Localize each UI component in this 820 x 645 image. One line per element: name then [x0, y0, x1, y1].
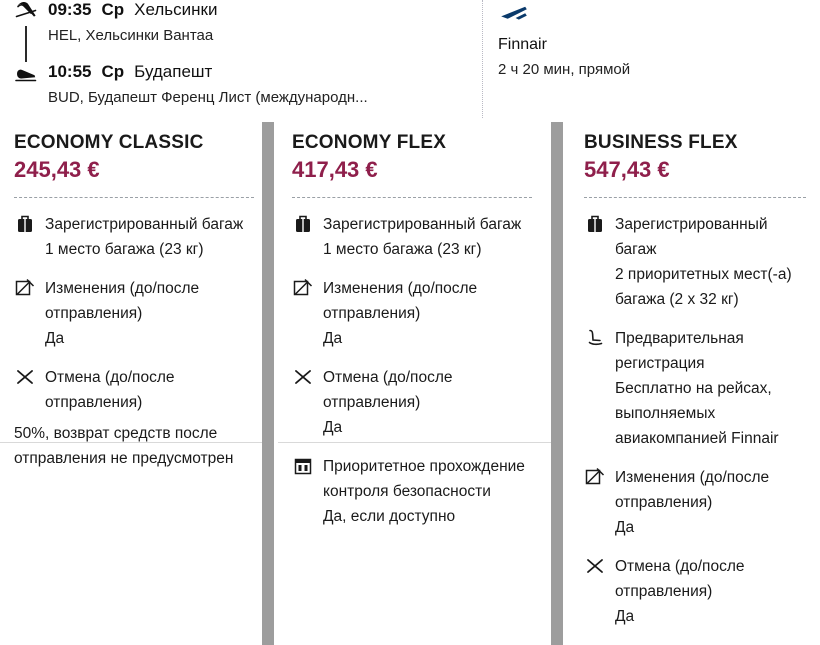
seat-icon — [584, 327, 606, 349]
fare-price: 245,43 € — [14, 157, 100, 182]
departure-leg — [0, 0, 480, 52]
cancel-icon — [292, 366, 314, 388]
fare-feature-label: Предварительная регистрация — [615, 330, 744, 372]
fare-feature-label: Приоритетное прохождение контроля безопасности — [323, 458, 525, 500]
fare-feature-value: 1 место багажа (23 кг) — [45, 241, 204, 258]
header-divider — [482, 0, 483, 118]
departure-city: Хельсинки — [134, 0, 218, 19]
fare-feature-value: Да — [615, 608, 635, 625]
arrival-time: 10:55 — [48, 62, 92, 81]
fare-feature-value: 1 место багажа (23 кг) — [323, 241, 482, 258]
arrival-city: Будапешт — [134, 62, 213, 81]
fare-feature-label: Отмена (до/после отправления) — [615, 558, 745, 600]
fare-feature-seat-selection — [584, 326, 806, 451]
fare-feature-value: 2 приоритетных мест(-а) багажа (2 x 32 кг) — [615, 266, 792, 308]
fare-columns — [0, 122, 820, 645]
fare-feature-label: Изменения (до/после отправления) — [615, 469, 770, 511]
priority-security-icon — [292, 455, 314, 477]
change-ticket-icon — [584, 466, 606, 488]
fare-feature-cancel — [292, 365, 532, 440]
fare-card-economy-classic[interactable] — [0, 122, 268, 471]
baggage-icon — [584, 213, 606, 235]
fare-feature-value: Да — [323, 330, 343, 347]
fare-separator — [584, 197, 806, 198]
change-ticket-icon — [292, 277, 314, 299]
fare-title: ECONOMY CLASSIC — [14, 132, 204, 153]
fare-feature-label: Изменения (до/после отправления) — [323, 280, 478, 322]
fare-feature-label: Зарегистрированный багаж — [323, 216, 522, 233]
fare-price: 417,43 € — [292, 157, 378, 182]
fare-feature-value: Бесплатно на рейсах, выполняемых авиакомпанией Finnair — [615, 380, 779, 447]
fare-row-divider — [0, 442, 262, 443]
fare-feature-priority-security — [292, 454, 532, 529]
fare-row-divider — [278, 442, 551, 443]
airline-info — [498, 0, 818, 83]
cancel-icon — [584, 555, 606, 577]
fare-feature-label: Зарегистрированный багаж — [45, 216, 244, 233]
finnair-logo-icon — [498, 0, 818, 30]
leg-connector — [25, 26, 27, 62]
fare-feature-value: 50%, возврат средств после отправления не предусмотрен — [14, 425, 234, 467]
cancel-icon — [14, 366, 36, 388]
plane-departure-icon — [14, 1, 38, 23]
plane-arrival-icon — [14, 63, 38, 85]
departure-time: 09:35 — [48, 0, 92, 19]
fare-feature-baggage — [584, 212, 806, 312]
fare-feature-value: Да — [323, 419, 343, 436]
departure-airport: HEL, Хельсинки Вантаа — [48, 27, 214, 44]
fare-feature-value: Да, если доступно — [323, 508, 456, 525]
fare-feature-label: Зарегистрированный багаж — [615, 216, 768, 258]
fare-feature-value: Да — [45, 330, 65, 347]
fare-feature-changes — [292, 276, 532, 351]
fare-separator — [292, 197, 532, 198]
fare-feature-value: Да — [615, 519, 635, 536]
baggage-icon — [292, 213, 314, 235]
fare-feature-changes — [14, 276, 254, 351]
fare-price: 547,43 € — [584, 157, 670, 182]
fare-feature-cancel — [14, 365, 254, 471]
arrival-airport: BUD, Будапешт Ференц Лист (международн... — [48, 89, 368, 106]
arrival-leg — [0, 62, 480, 114]
fare-column-scrollbar-2[interactable] — [551, 122, 563, 645]
arrival-day: Ср — [101, 62, 125, 81]
fare-card-economy-flex[interactable] — [278, 122, 546, 529]
airline-name: Finnair — [498, 36, 547, 53]
fare-feature-label: Изменения (до/после отправления) — [45, 280, 200, 322]
fare-card-business-flex[interactable] — [570, 122, 820, 629]
change-ticket-icon — [14, 277, 36, 299]
flight-summary — [0, 0, 820, 122]
fare-separator — [14, 197, 254, 198]
fare-feature-label: Отмена (до/после отправления) — [45, 369, 175, 411]
fare-title: BUSINESS FLEX — [584, 132, 738, 153]
fare-title: ECONOMY FLEX — [292, 132, 447, 153]
fare-feature-changes — [584, 465, 806, 540]
flight-legs — [0, 0, 480, 114]
fare-feature-baggage — [292, 212, 532, 262]
departure-day: Ср — [101, 0, 125, 19]
baggage-icon — [14, 213, 36, 235]
fare-feature-label: Отмена (до/после отправления) — [323, 369, 453, 411]
flight-duration: 2 ч 20 мин, прямой — [498, 61, 631, 78]
fare-feature-cancel — [584, 554, 806, 629]
fare-feature-baggage — [14, 212, 254, 262]
